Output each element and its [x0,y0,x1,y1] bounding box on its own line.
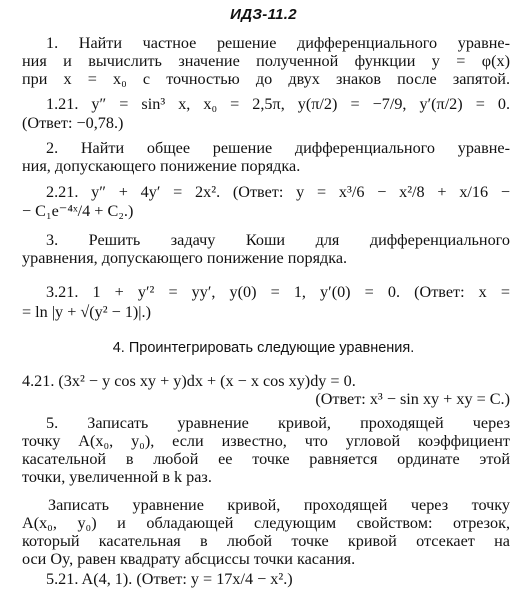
task4-answer: (Ответ: x³ − sin xy + xy = C.) [315,390,510,408]
task5-para2-line-1: Записать уравнение кривой, проходящей через точку [48,496,510,514]
task3-answer: = ln |y + √(y² − 1)|.) [22,303,151,321]
document-title: ИДЗ-11.2 [230,6,297,23]
task2-line-2: ния, допускающего понижение порядка. [22,157,301,175]
task3-problem-line-1: 3.21. 1 + y′² = yy′, y(0) = 1, y′(0) = 0. (Ответ: x = [46,283,510,301]
task5-para2-line-3: который касательная в любой точке кривой отсекает на [22,532,510,550]
task3-line-2: уравнения, допускающего понижение порядка. [22,249,348,267]
task3-line-1: 3. Решить задачу Коши для дифференциального [46,231,510,249]
task4-problem-line-1: 4.21. (3x² − y cos xy + y)dx + (x − x cos xy)dy = 0. [22,372,356,390]
task5-line-2: точку A(x₀, y₀), если известно, что угловой коэффициент [22,432,510,450]
task2-problem-line-1: 2.21. y″ + 4y′ = 2x². (Ответ: y = x³/6 − x²/8 + x/16 − [46,183,510,201]
task5-line-4: точки, увеличенной в k раз. [22,468,212,486]
task1-line-1: 1. Найти частное решение дифференциального уравне- [46,34,510,52]
task2-line-1: 2. Найти общее решение дифференциального уравне- [46,139,510,157]
task1-line-3: при x = x₀ с точностью до двух знаков после запятой. [22,70,510,88]
task5-problem: 5.21. A(4, 1). (Ответ: y = 17x/4 − x².) [46,570,293,588]
task1-answer: (Ответ: −0,78.) [22,114,124,132]
task5-para2-line-4: оси Oy, равен квадрату абсциссы точки касания. [22,550,356,568]
task1-problem-line-1: 1.21. y″ = sin³ x, x₀ = 2,5π, y(π/2) = −7/9, y′(π/2) = 0. [46,95,510,113]
task5-para2-line-2: A(x₀, y₀) и обладающей следующим свойством: отрезок, [22,514,510,532]
task5-line-1: 5. Записать уравнение кривой, проходящей через [46,414,510,432]
task2-answer: − C₁e⁻⁴ˣ/4 + C₂.) [22,202,134,220]
task5-line-3: касательной в любой ее точке равняется ординате этой [22,450,510,468]
task1-line-2: ния и вычислить значение полученной функции y = φ(x) [22,52,510,70]
task4-heading: 4. Проинтегрировать следующие уравнения. [112,340,415,356]
